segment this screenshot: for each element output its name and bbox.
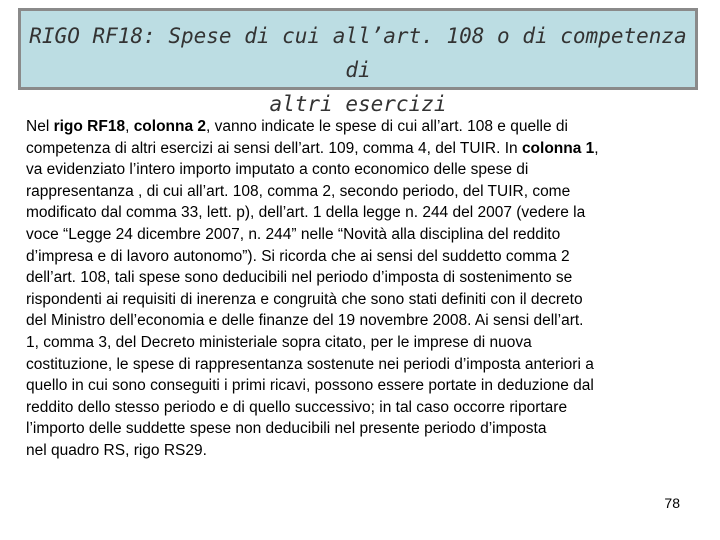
slide-title-box — [18, 8, 698, 116]
body-line-2 — [26, 138, 694, 160]
body-line-13: quello in cui sono conseguiti i primi ricavi, possono essere portate in deduzione dal — [26, 377, 594, 395]
body-line-8: dell’art. 108, tali spese sono deducibili nel periodo d’imposta di sostenimento se — [26, 269, 573, 287]
body-text-run: , — [594, 139, 599, 157]
body-line-5: modificato dal comma 33, lett. p), dell’art. 1 della legge n. 244 del 2007 (vedere la — [26, 204, 586, 222]
body-line-3: va evidenziato l’intero importo imputato a conto economico delle spese di — [26, 161, 529, 179]
body-line-16: nel quadro RS, rigo RS29. — [26, 441, 207, 459]
body-text-run: , vanno indicate le spese di cui all’art. 108 e quelle di — [206, 118, 568, 135]
rigo-rf18-bold: rigo RF18 — [53, 118, 126, 135]
body-paragraph — [26, 116, 694, 462]
slide-title-line-1: RIGO RF18: Spese di cui all’art. 108 o di competenza di — [29, 24, 687, 82]
colonna-2-bold: colonna 2 — [133, 118, 207, 135]
body-line-10: del Ministro dell’economia e delle finanze del 19 novembre 2008. Ai sensi dell’art. — [26, 312, 584, 330]
body-line-7: d’impresa e di lavoro autonomo”). Si ricorda che ai sensi del suddetto comma 2 — [26, 247, 570, 265]
body-line-15: l’importo delle suddette spese non deducibili nel presente periodo d’imposta — [26, 420, 547, 438]
body-line-9: rispondenti ai requisiti di inerenza e congruità che sono stati definiti con il decreto — [26, 290, 583, 308]
body-text-run: competenza di altri esercizi ai sensi dell’art. 109, comma 4, del TUIR. In — [26, 139, 522, 157]
page-number: 78 — [664, 495, 680, 511]
body-line-6: voce “Legge 24 dicembre 2007, n. 244” nelle “Novità alla disciplina del reddito — [26, 225, 561, 243]
body-line-4: rappresentanza , di cui all’art. 108, comma 2, secondo periodo, del TUIR, come — [26, 182, 571, 200]
body-line-1 — [26, 116, 694, 138]
colonna-1-bold: colonna 1 — [521, 139, 595, 157]
body-text-run: , — [125, 118, 134, 135]
slide-title-line-2: altri esercizi — [269, 92, 447, 116]
body-text-run: Nel — [26, 118, 54, 135]
body-line-11: 1, comma 3, del Decreto ministeriale sopra citato, per le imprese di nuova — [26, 333, 532, 351]
body-line-12: costituzione, le spese di rappresentanza sostenute nei periodi d’imposta anteriori a — [26, 355, 594, 373]
body-line-14: reddito dello stesso periodo e di quello successivo; in tal caso occorre riportare — [26, 398, 568, 416]
